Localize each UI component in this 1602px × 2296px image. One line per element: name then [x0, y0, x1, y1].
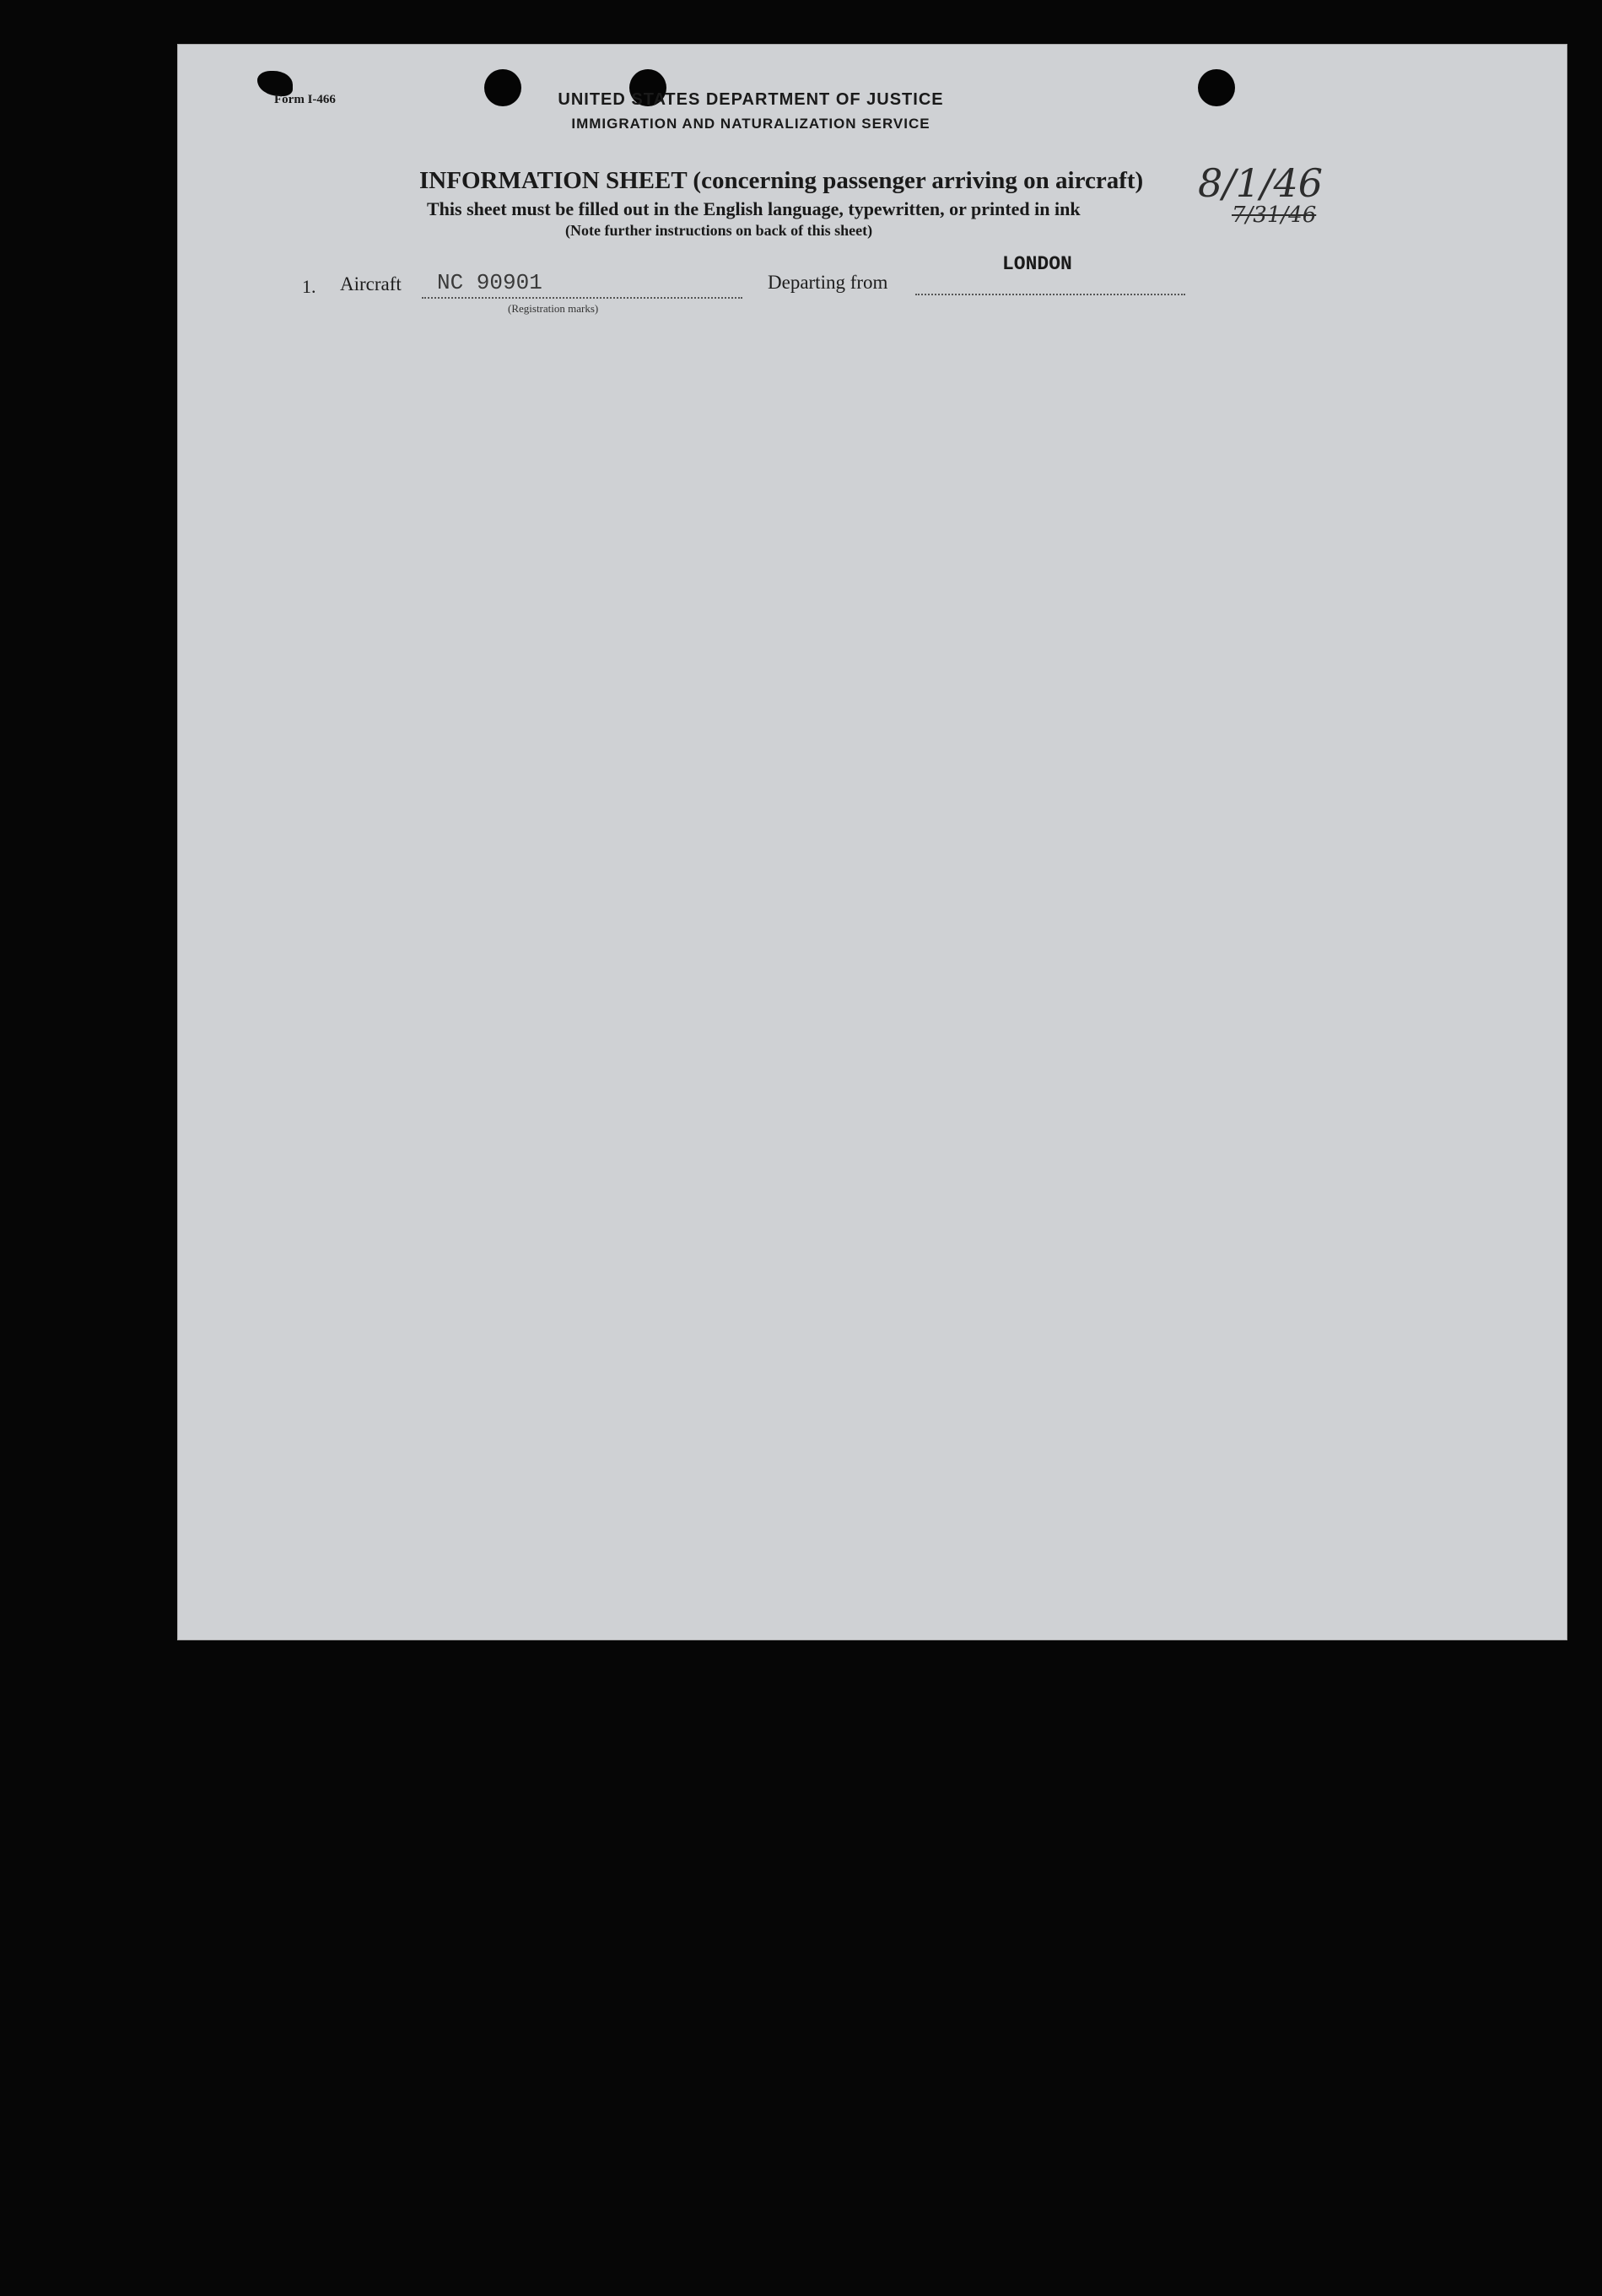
aircraft-value: NC 90901 — [437, 270, 542, 295]
department-name: UNITED STATES DEPARTMENT OF JUSTICE — [558, 90, 944, 109]
aircraft-caption: (Registration marks) — [508, 302, 599, 315]
handwritten-date: 8/1/46 — [1198, 160, 1324, 206]
departing-label: Departing from — [768, 272, 888, 293]
departing-value: LONDON — [1002, 253, 1072, 275]
aircraft-label: Aircraft — [340, 273, 402, 294]
form-subtitle: This sheet must be filled out in the English language, typewritten, or printed in ink — [427, 198, 1081, 219]
form-note: (Note further instructions on back of this sheet) — [565, 222, 873, 239]
struck-date: 7/31/46 — [1232, 203, 1317, 228]
form-sheet — [177, 44, 1567, 1640]
item-number: 1. — [302, 276, 316, 297]
form-number: Form I-466 — [274, 93, 336, 106]
service-name: IMMIGRATION AND NATURALIZATION SERVICE — [571, 116, 930, 132]
punch-hole — [1198, 69, 1235, 106]
form-title: INFORMATION SHEET (concerning passenger arriving on aircraft) — [419, 167, 1144, 194]
